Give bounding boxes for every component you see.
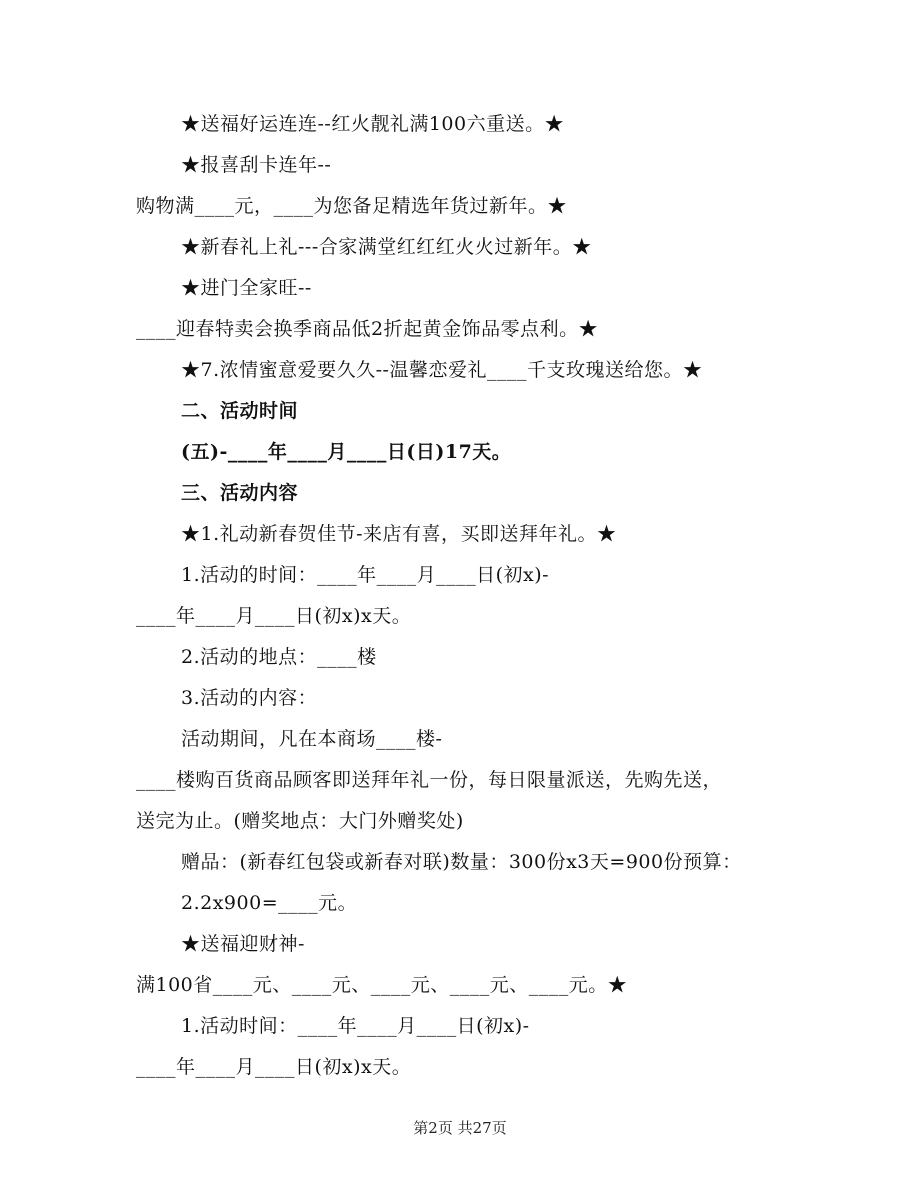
section-heading: 二、活动时间 bbox=[181, 400, 299, 422]
text-line: 3.活动的内容： bbox=[181, 687, 318, 709]
text-line: 1.活动的时间：____年____月____日(初x)- bbox=[181, 564, 550, 586]
text-line: ____楼购百货商品顾客即送拜年礼一份，每日限量派送，先购先送， bbox=[136, 769, 723, 791]
text-line: ★送福好运连连--红火靓礼满100六重送。★ bbox=[181, 113, 565, 135]
text-line: ____迎春特卖会换季商品低2折起黄金饰品零点利。★ bbox=[136, 318, 599, 340]
text-line: ★送福迎财神- bbox=[181, 933, 305, 955]
section-heading: 三、活动内容 bbox=[181, 482, 299, 504]
page-number-footer: 第2页 共27页 bbox=[413, 1119, 507, 1137]
text-line: 1.活动时间：____年____月____日(初x)- bbox=[181, 1015, 530, 1037]
text-line: 2.活动的地点：____楼 bbox=[181, 646, 377, 668]
text-line: 赠品：(新春红包袋或新春对联)数量：300份x3天=900份预算： bbox=[181, 851, 742, 873]
text-line: 活动期间，凡在本商场____楼- bbox=[181, 728, 443, 750]
text-line: 购物满____元，____为您备足精选年货过新年。★ bbox=[136, 195, 568, 217]
text-line: 送完为止。(赠奖地点：大门外赠奖处) bbox=[136, 810, 464, 832]
text-line: ★进门全家旺-- bbox=[181, 277, 312, 299]
text-line: ____年____月____日(初x)x天。 bbox=[136, 605, 412, 627]
text-line: ★1.礼动新春贺佳节-来店有喜，买即送拜年礼。★ bbox=[181, 523, 617, 545]
text-line: ★新春礼上礼---合家满堂红红红火火过新年。★ bbox=[181, 236, 592, 258]
text-line: ★报喜刮卡连年-- bbox=[181, 154, 332, 176]
text-line: ____年____月____日(初x)x天。 bbox=[136, 1056, 412, 1078]
text-line: 2.2x900=____元。 bbox=[181, 892, 358, 914]
text-line: (五)-____年____月____日(日)17天。 bbox=[181, 441, 512, 463]
text-line: ★7.浓情蜜意爱要久久--温馨恋爱礼____千支玫瑰送给您。★ bbox=[181, 359, 703, 381]
text-line: 满100省____元、____元、____元、____元、____元。★ bbox=[136, 974, 628, 996]
